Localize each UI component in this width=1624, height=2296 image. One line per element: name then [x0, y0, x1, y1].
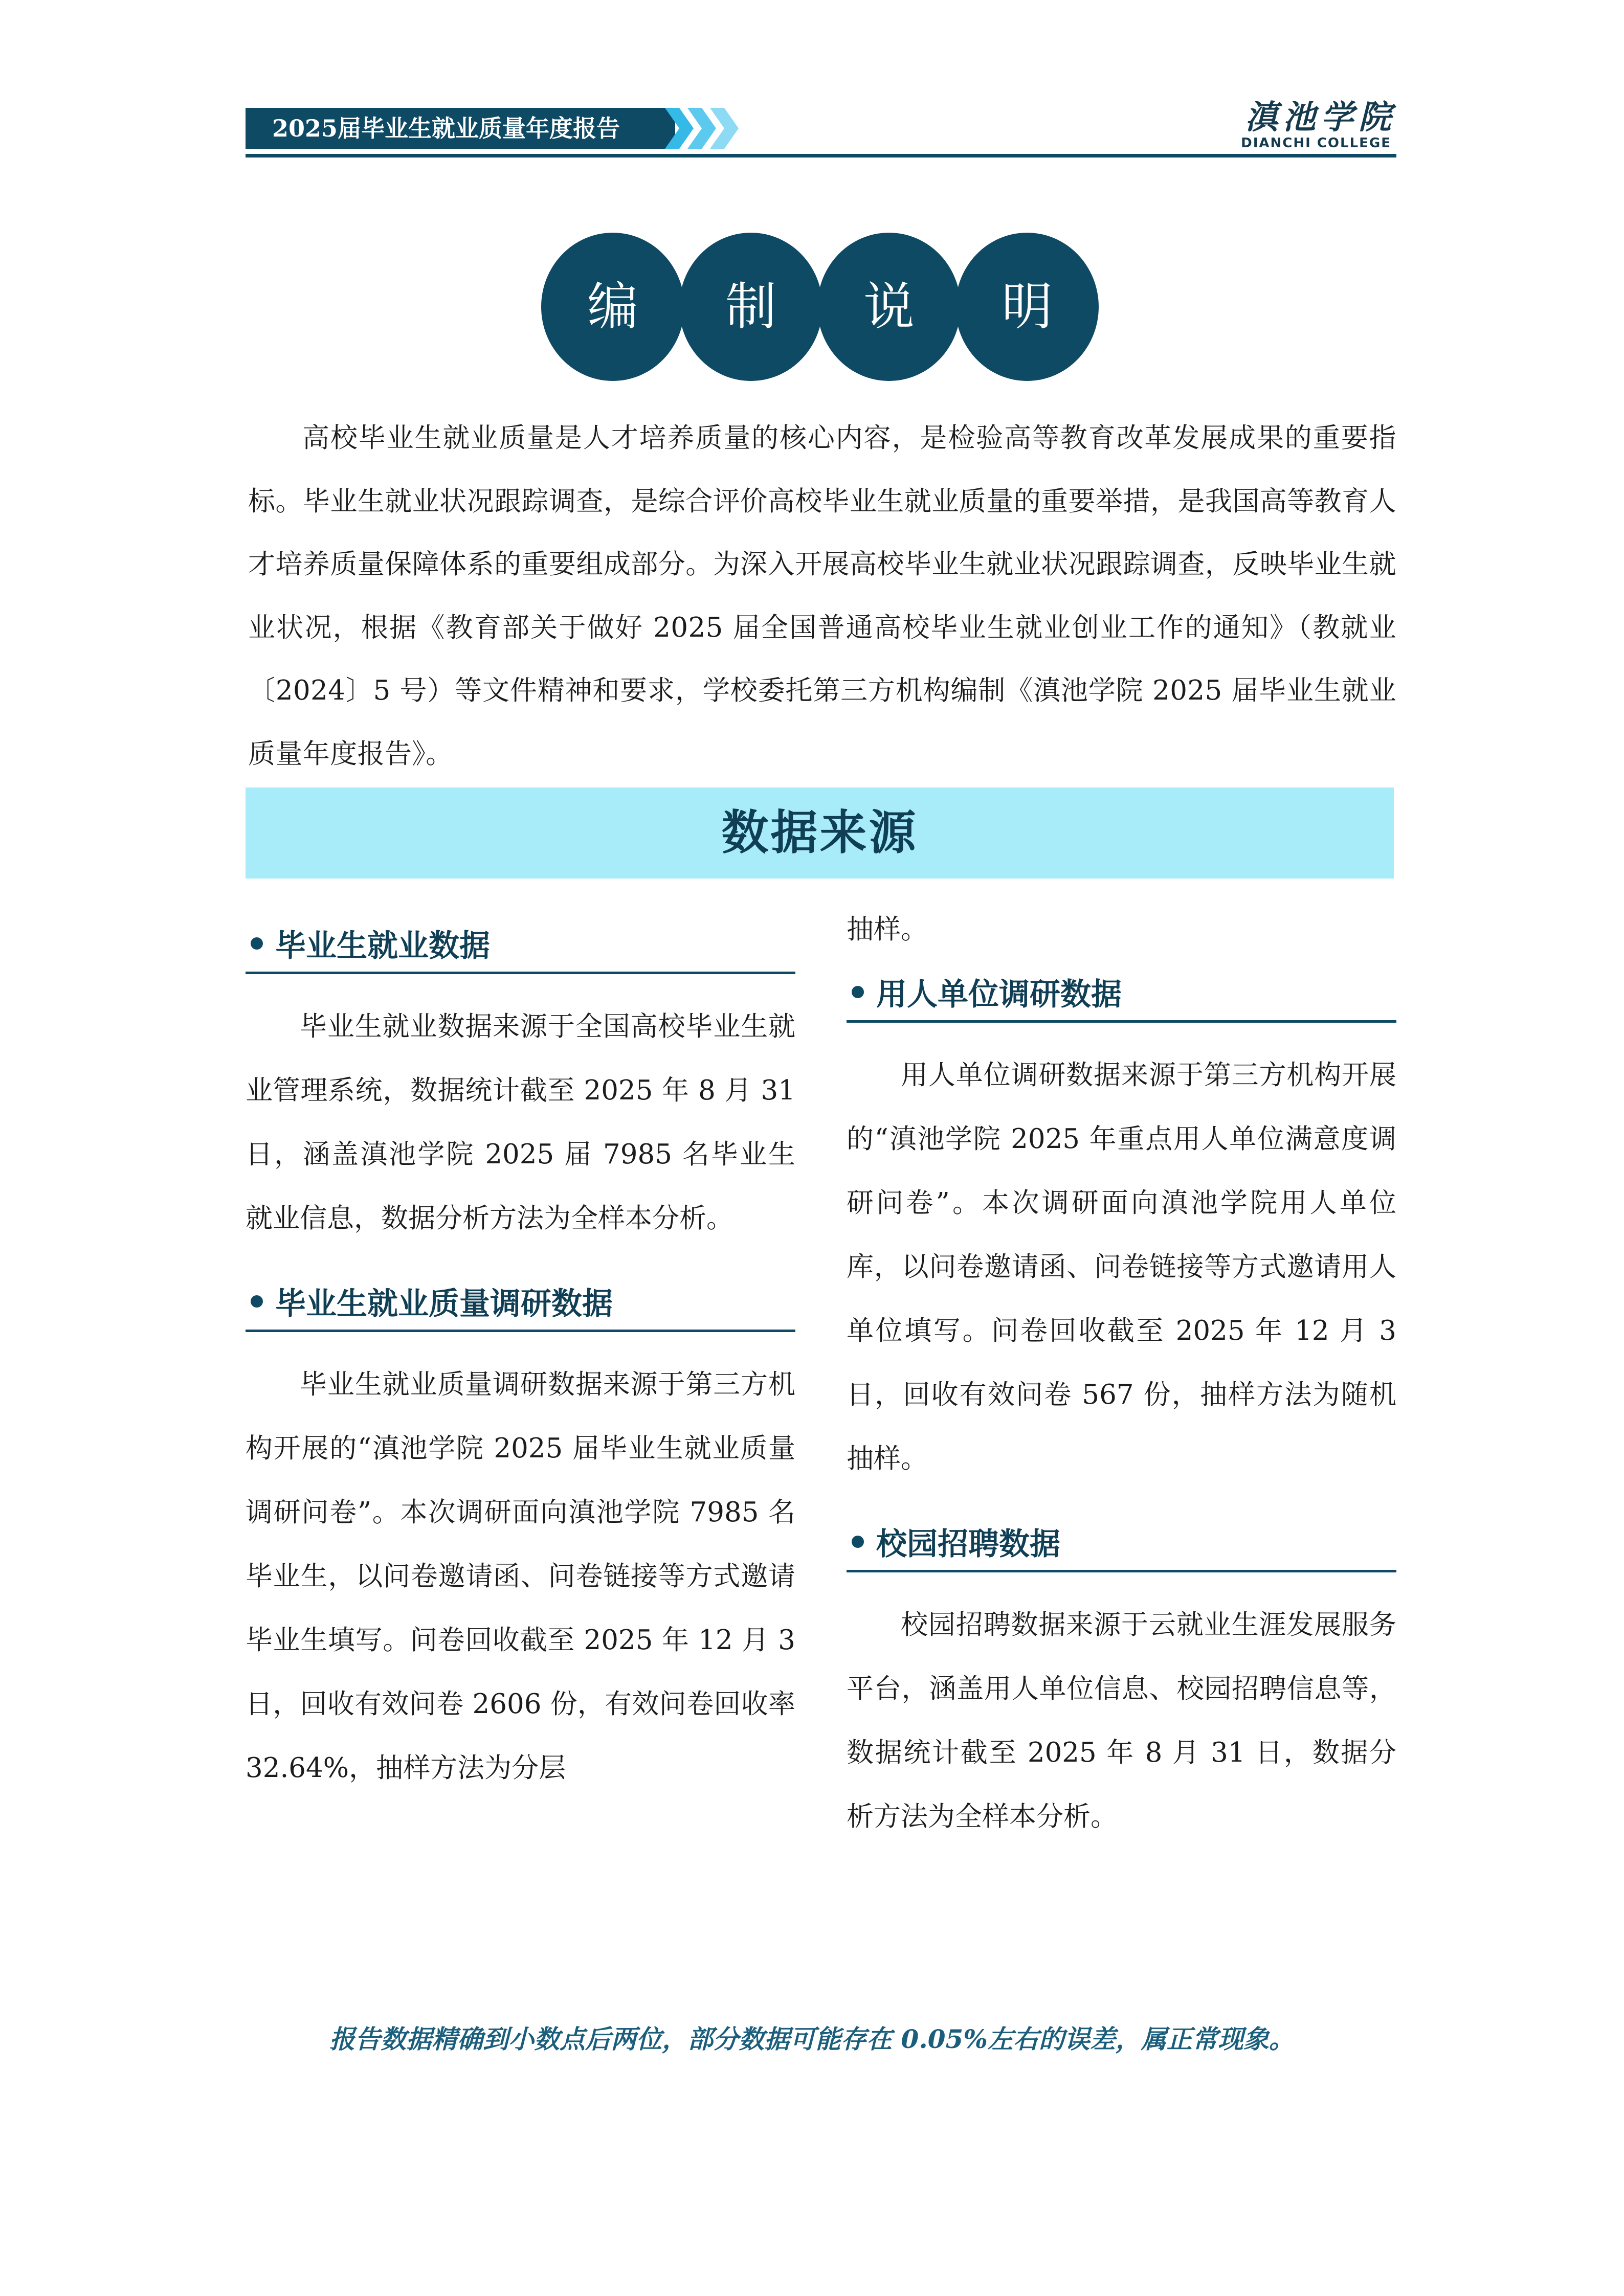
bullet-icon [251, 937, 263, 950]
footnote: 报告数据精确到小数点后两位，部分数据可能存在 0.05%左右的误差，属正常现象。 [329, 2024, 1295, 2054]
section-body: 毕业生就业数据来源于全国高校毕业生就业管理系统，数据统计截至 2025 年 8 月 31 日，涵盖滇池学院 2025 届 7985 名毕业生就业信息，数据分析方法为全样本分析。 [246, 1011, 795, 1234]
section-body-continuation: 抽样。 [847, 914, 928, 945]
logo-chinese-name: 滇池学院 [1245, 98, 1396, 137]
header-divider [246, 154, 1396, 157]
data-source-banner: 数据来源 [246, 787, 1394, 879]
section-body: 校园招聘数据来源于云就业生涯发展服务平台，涵盖用人单位信息、校园招聘信息等，数据统计截至 2025 年 8 月 31 日，数据分析方法为全样本分析。 [847, 1609, 1396, 1832]
section-title: 用人单位调研数据 [876, 977, 1122, 1012]
section-title: 毕业生就业质量调研数据 [275, 1286, 613, 1322]
chevron-arrows-icon [665, 108, 757, 149]
heading-char: 明 [955, 233, 1099, 381]
college-logo [1207, 100, 1396, 153]
bullet-icon [852, 1536, 864, 1548]
heading-char: 说 [817, 233, 961, 381]
section-header [246, 915, 795, 974]
intro-paragraph: 高校毕业生就业质量是人才培养质量的核心内容，是检验高等教育改革发展成果的重要指标。毕业生就业状况跟踪调查，是综合评价高校毕业生就业质量的重要举措，是我国高等教育人才培养质量保障体系的重要组成部分。为深入开展高校毕业生就业状况跟踪调查，反映毕业生就业状况，根据《教育部关于做好 2025 届全国普通高校毕业生就业创业工作的通知》（教就业〔2024〕5 号）等文件精神和要求，学校委托第三方机构编制《滇池学院 2025 届毕业生就业质量年度报告》。 [248, 422, 1396, 770]
bullet-icon [852, 986, 864, 998]
section-header [847, 1514, 1396, 1572]
section-body: 毕业生就业质量调研数据来源于第三方机构开展的“滇池学院 2025 届毕业生就业质量调研问卷”。本次调研面向滇池学院 7985 名毕业生，以问卷邀请函、问卷链接等方式邀请毕业生填写。问卷回收截至 2025 年 12 月 3 日，回收有效问卷 2606 份，有效问卷回收率 32.64%，抽样方法为分层 [246, 1369, 795, 1784]
page-header [246, 100, 1396, 166]
section-heading-circles [541, 233, 1104, 381]
section-title: 校园招聘数据 [876, 1526, 1060, 1562]
left-column [246, 915, 795, 1800]
heading-char: 编 [541, 233, 684, 381]
right-column [847, 915, 1396, 1849]
header-bar [246, 108, 675, 149]
heading-char: 制 [679, 233, 822, 381]
report-title: 2025届毕业生就业质量年度报告 [272, 115, 620, 142]
section-header [246, 1273, 795, 1332]
section-body: 用人单位调研数据来源于第三方机构开展的“滇池学院 2025 年重点用人单位满意度调研问卷”。本次调研面向滇池学院用人单位库，以问卷邀请函、问卷链接等方式邀请用人单位填写。问卷回收截至 2025 年 12 月 3 日，回收有效问卷 567 份，抽样方法为随机抽样。 [847, 1060, 1396, 1474]
logo-english-name: DIANCHI COLLEGE [1241, 136, 1391, 151]
bullet-icon [251, 1295, 263, 1308]
section-header [847, 964, 1396, 1023]
section-title: 毕业生就业数据 [275, 928, 490, 964]
